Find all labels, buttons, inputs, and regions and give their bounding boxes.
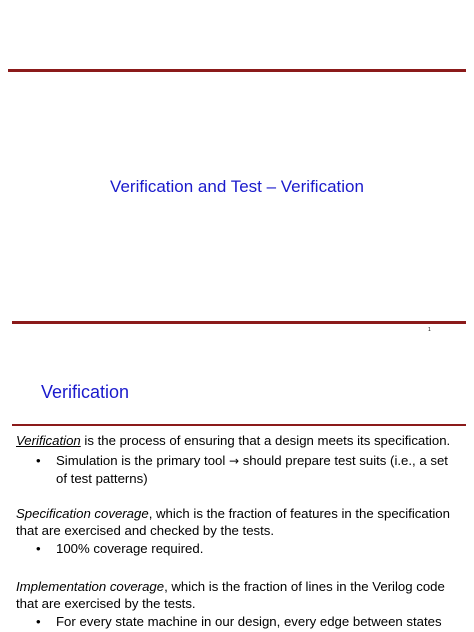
paragraph-text-line2: that are exercised and checked by the tests. <box>16 523 275 538</box>
list-item <box>36 613 456 631</box>
bullet-text: 100% coverage required. <box>56 541 204 556</box>
section-title: Verification <box>41 382 130 402</box>
bullet-text: For every state machine in our design, every edge between states <box>56 614 442 629</box>
paragraph-spec-coverage <box>16 505 466 539</box>
list-item <box>36 540 456 558</box>
paragraph-text-line2: that are exercised by the tests. <box>16 596 196 611</box>
bullet-glyph: • <box>36 453 41 468</box>
paragraph-verification <box>16 432 466 449</box>
slide-title: Verification and Test – Verification <box>110 177 364 196</box>
list-item <box>36 452 456 488</box>
bullet-text: Simulation is the primary tool <box>56 453 229 468</box>
bullet-glyph: • <box>36 541 41 556</box>
term-spec-coverage: Specification coverage <box>16 506 149 521</box>
page-number: 1 <box>428 327 431 333</box>
top-divider <box>8 69 466 72</box>
paragraph-text: , which is the fraction of features in the specification <box>148 506 450 521</box>
bullet-glyph: • <box>36 614 41 629</box>
slide-divider <box>12 321 466 324</box>
bullet-text: should prepare test suits (i.e., a set <box>239 453 448 468</box>
bullet-text-line2: of test patterns) <box>56 471 148 486</box>
paragraph-text: , which is the fraction of lines in the Verilog code <box>164 579 445 594</box>
term-impl-coverage: Implementation coverage <box>16 579 165 594</box>
arrow-icon: → <box>228 454 240 468</box>
paragraph-text: is the process of ensuring that a design meets its specification. <box>80 433 451 448</box>
paragraph-impl-coverage <box>16 578 466 612</box>
section-divider <box>12 424 466 426</box>
term-verification: Verification <box>16 433 81 448</box>
